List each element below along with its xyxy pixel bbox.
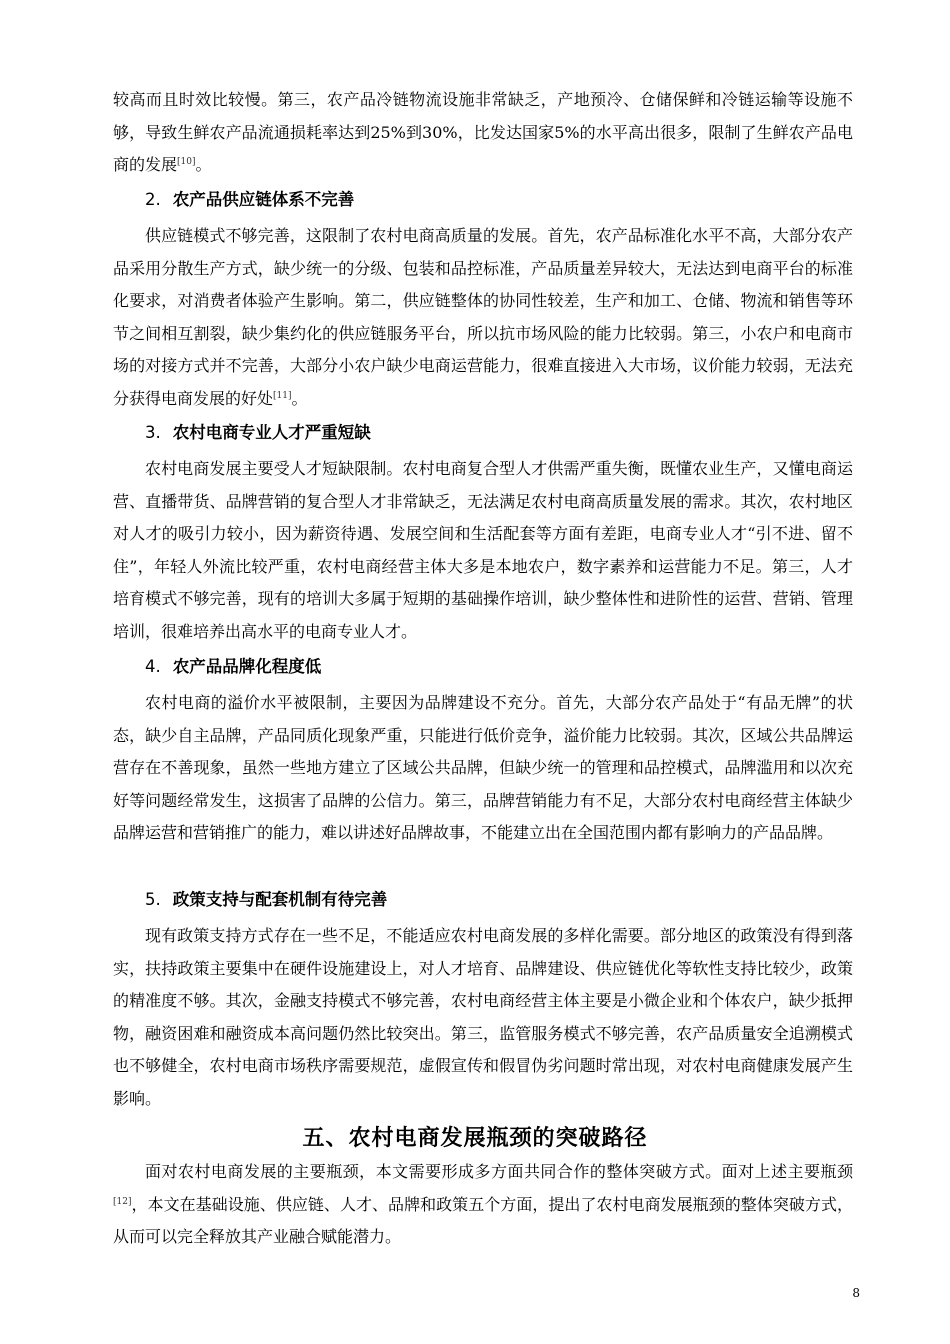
subheading-number: 5.	[145, 890, 161, 909]
paragraph-text: 农村电商发展主要受人才短缺限制。农村电商复合型人才供需严重失衡，既懂农业生产，又懂电商运营、直播带货、品牌营销的复合型人才非常缺乏，无法满足农村电商高质量发展的需求。其次，农村地区对人才的吸引力较小，因为薪资待遇、发展空间和生活配套等方面有差距，电商专业人才“引不进、留不住”，年轻人外流比较严重，农村电商经营主体大多是本地农户，数字素养和运营能力不足。第三，人才培育模式不够完善，现有的培训大多属于短期的基础操作培训，缺少整体性和进阶性的运营、营销、管理培训，很难培养出高水平的电商专业人才。	[113, 459, 853, 641]
subheading-branding	[145, 655, 321, 679]
page-number: 8	[852, 1286, 860, 1300]
paragraph-text: 现有政策支持方式存在一些不足，不能适应农村电商发展的多样化需要。部分地区的政策没有得到落实，扶持政策主要集中在硬件设施建设上，对人才培育、品牌建设、供应链优化等软性支持比较少，政策的精准度不够。其次，金融支持模式不够完善，农村电商经营主体主要是小微企业和个体农户，缺少抵押物，融资困难和融资成本高问题仍然比较突出。第三，监管服务模式不够完善，农产品质量安全追溯模式也不够健全，农村电商市场秩序需要规范，虚假宣传和假冒伪劣问题时常出现，对农村电商健康发展产生影响。	[113, 926, 853, 1108]
paragraph-branding	[113, 687, 853, 850]
paragraph-text-continued: ，本文在基础设施、供应链、人才、品牌和政策五个方面，提出了农村电商发展瓶颈的整体突破方式，从而可以完全释放其产业融合赋能潜力。	[113, 1194, 853, 1246]
section-heading: 五、农村电商发展瓶颈的突破路径	[302, 1126, 648, 1151]
subheading-title: 农村电商专业人才严重短缺	[172, 423, 371, 442]
paragraph-text: 农村电商的溢价水平被限制，主要因为品牌建设不充分。首先，大部分农产品处于“有品无牌”的状态，缺少自主品牌，产品同质化现象严重，只能进行低价竞争，溢价能力比较弱。其次，区域公共品牌运营存在不善现象，虽然一些地方建立了区域公共品牌，但缺少统一的管理和品控模式，品牌滥用和以次充好等问题经常发生，这损害了品牌的公信力。第三，品牌营销能力有不足，大部分农村电商经营主体缺少品牌运营和营销推广的能力，难以讲述好品牌故事，不能建立出在全国范围内都有影响力的产品品牌。	[113, 693, 853, 842]
paragraph-breakthrough	[113, 1156, 853, 1254]
paragraph-text: 供应链模式不够完善，这限制了农村电商高质量的发展。首先，农产品标准化水平不高，大部分农产品采用分散生产方式，缺少统一的分级、包装和品控标准，产品质量差异较大，无法达到电商平台的标准化要求，对消费者体验产生影响。第二，供应链整体的协同性较差，生产和加工、仓储、物流和销售等环节之间相互割裂，缺少集约化的供应链服务平台，所以抗市场风险的能力比较弱。第三，小农户和电商市场的对接方式并不完善，大部分小农户缺少电商运营能力，很难直接进入大市场，议价能力较弱，无法充分获得电商发展的好处	[113, 226, 853, 408]
citation-ref: [12]	[113, 1196, 132, 1207]
paragraph-talent	[113, 453, 853, 648]
subheading-number: 2.	[145, 190, 161, 209]
paragraph-policy	[113, 920, 853, 1115]
subheading-title: 农产品品牌化程度低	[172, 657, 322, 676]
paragraph-text: 较高而且时效比较慢。第三，农产品冷链物流设施非常缺乏，产地预冷、仓储保鲜和冷链运输等设施不够，导致生鲜农产品流通损耗率达到25%到30%，比发达国家5%的水平高出很多，限制了生鲜农产品电商的发展	[113, 90, 853, 174]
subheading-title: 政策支持与配套机制有待完善	[172, 890, 388, 909]
citation-ref: [10]	[177, 157, 196, 167]
subheading-number: 3.	[145, 423, 161, 442]
paragraph-end: 。	[291, 388, 308, 408]
paragraph-supply-chain	[113, 220, 853, 415]
citation-ref: [11]	[273, 390, 292, 401]
paragraph-end: 。	[195, 155, 212, 174]
paragraph-text: 面对农村电商发展的主要瓶颈，本文需要形成多方面共同合作的整体突破方式。面对上述主要瓶颈	[145, 1162, 853, 1181]
paragraph-cold-chain	[113, 84, 853, 182]
subheading-supply-chain	[145, 188, 354, 212]
subheading-policy	[145, 888, 387, 912]
subheading-number: 4.	[145, 657, 161, 676]
subheading-title: 农产品供应链体系不完善	[172, 190, 355, 209]
subheading-talent	[145, 421, 371, 445]
